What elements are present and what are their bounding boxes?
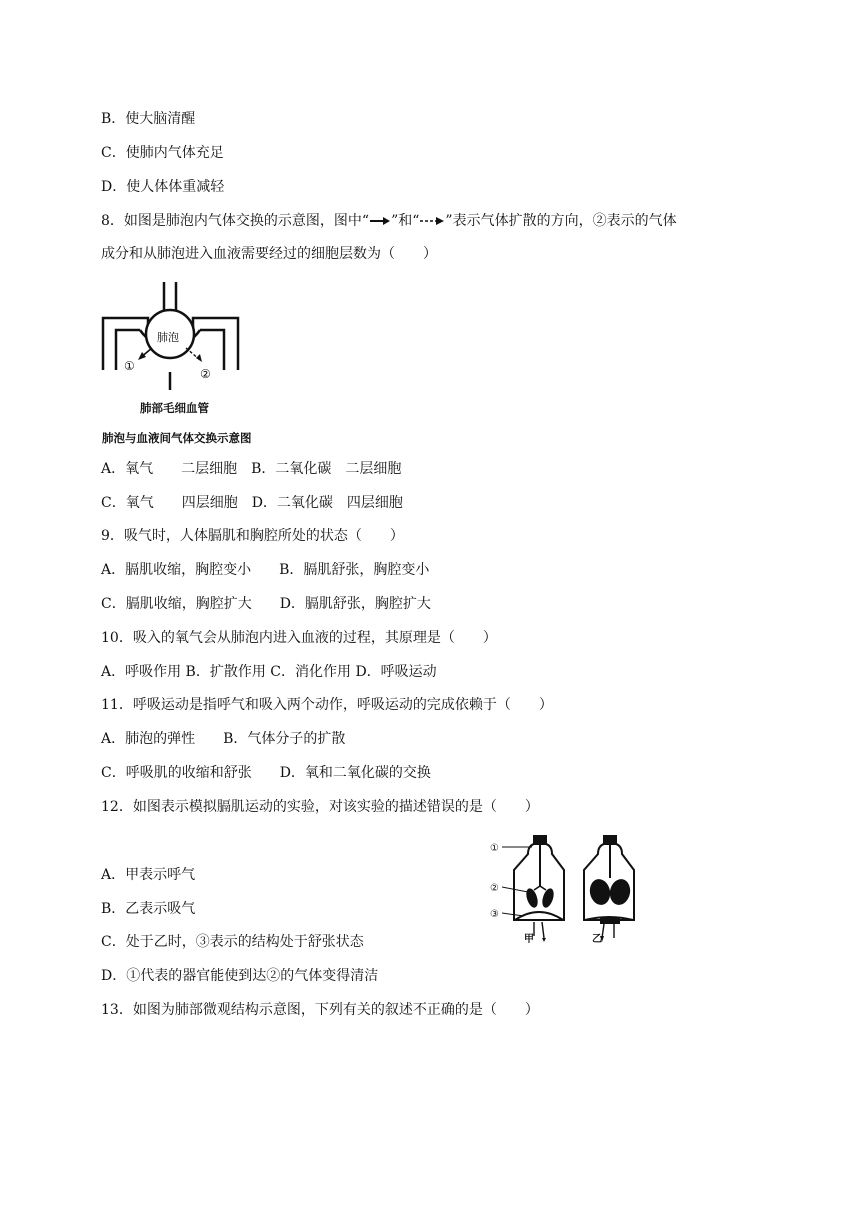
jar-marker-2: ② (490, 883, 499, 894)
q13-stem: 13．如图为肺部微观结构示意图，下列有关的叙述不正确的是（ ） (101, 1002, 539, 1018)
alveolus-label: 肺泡 (157, 331, 179, 344)
q8-stem-part2: ”和“ (391, 213, 420, 229)
q10-stem: 10．吸入的氧气会从肺泡内进入血液的过程，其原理是（ ） (101, 630, 497, 646)
q8-options-row2: C．氧气 四层细胞 D．二氧化碳 四层细胞 (101, 495, 403, 511)
label-jia: 甲 (524, 934, 534, 945)
q8-stem-part1: 8．如图是肺泡内气体交换的示意图，图中“ (101, 213, 370, 229)
jar-marker-3: ③ (490, 909, 499, 920)
marker-2: ② (200, 367, 211, 381)
q11-options-row1: A．肺泡的弹性 B．气体分子的扩散 (101, 731, 346, 747)
label-yi: 乙 (592, 934, 602, 945)
q9-options-row2: C．膈肌收缩，胸腔扩大 D．膈肌舒张，胸腔扩大 (101, 596, 431, 612)
q12-option-a: A．甲表示呼气 (101, 867, 196, 883)
q11-options-row2: C．呼吸肌的收缩和舒张 D．氧和二氧化碳的交换 (101, 765, 431, 781)
jar-marker-1: ① (490, 843, 499, 854)
q8-options-row1: A．氧气 二层细胞 B．二氧化碳 二层细胞 (101, 461, 402, 477)
q9-stem: 9．吸气时，人体膈肌和胸腔所处的状态（ ） (101, 528, 404, 544)
q12-option-b: B．乙表示吸气 (101, 901, 196, 917)
q12-option-c: C．处于乙时，③表示的结构处于舒张状态 (101, 934, 364, 950)
q10-options: A．呼吸作用 B．扩散作用 C．消化作用 D．呼吸运动 (101, 664, 437, 680)
q12-option-d: D．①代表的器官能使到达②的气体变得清洁 (101, 968, 379, 984)
q7-option-b: B．使大脑清醒 (101, 111, 196, 127)
solid-arrow-icon (369, 216, 391, 226)
q12-stem: 12．如图表示模拟膈肌运动的实验，对该实验的描述错误的是（ ） (101, 799, 539, 815)
q8-stem-part3: ”表示气体扩散的方向，②表示的气体 (445, 213, 677, 229)
q8-stem-line1 (101, 211, 677, 231)
q9-options-row1: A．膈肌收缩，胸腔变小 B．膈肌舒张，胸腔变小 (101, 562, 430, 578)
q7-option-c: C．使肺内气体充足 (101, 145, 224, 161)
figure-caption: 肺泡与血液间气体交换示意图 (102, 431, 252, 445)
q8-stem-line2: 成分和从肺泡进入血液需要经过的细胞层数为（ ） (101, 246, 437, 262)
diaphragm-model-figure (488, 830, 660, 948)
jar-yi (584, 835, 634, 945)
alveolus-gas-exchange-figure (100, 278, 260, 453)
marker-1: ① (124, 359, 135, 373)
dashed-arrow-icon (419, 216, 445, 226)
q7-option-d: D．使人体体重减轻 (101, 179, 225, 195)
q11-stem: 11．呼吸运动是指呼气和吸入两个动作，呼吸运动的完成依赖于（ ） (101, 697, 553, 713)
capillary-label: 肺部毛细血管 (140, 401, 209, 415)
jar-jia (490, 835, 564, 945)
